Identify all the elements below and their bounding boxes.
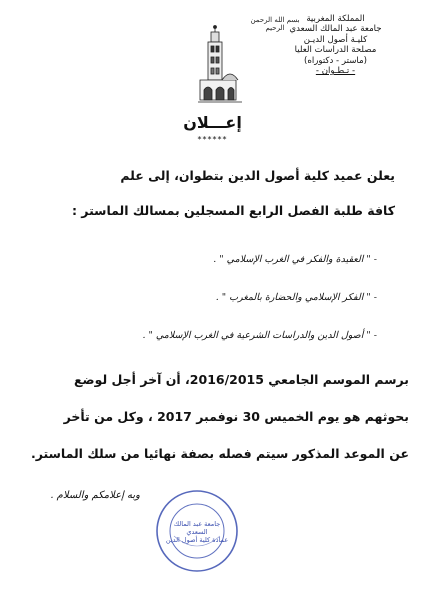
header-line: - تـطـوان - [315,66,356,77]
stamp-outer-text: جامعة عبد المالك السعدي [173,520,221,536]
program-item: - " أصول الدين والدراسات الشرعية في الغرب الإسلامي " . [142,330,377,341]
body-line: بحوثهم هو يوم الخميس 30 نوفمبر 2017 ، وكل من تأخر [63,409,409,424]
announcement-title: إعـــلان [183,113,242,132]
basmala: بسم الله الرحمن الرحيم [250,16,300,32]
body-line: برسم الموسم الجامعي 2016/2015، أن آخر أجل لوضع [74,372,409,387]
stamp-text [164,520,230,544]
stamp-inner-text: عمادة كلية أصول الدين [165,536,229,544]
paragraph-line: كافة طلبة الفصل الرابع المسجلين بمسالك الماستر : [71,203,395,218]
program-item: - " العقيدة والفكر في الغرب الإسلامي " . [213,254,377,265]
title-decoration: ****** [197,135,228,144]
header-line: كليـة أصول الديـن [303,34,368,45]
header-line: مصلحة الدراسات العليا [294,45,377,56]
header-line: (ماستر - دكتوراه) [303,55,368,66]
paragraph-line: يعلن عميد كلية أصول الدين بتطوان، إلى علم [120,168,395,183]
program-item: - " الفكر الإسلامي والحضارة بالمغرب " . [215,292,377,303]
closing-line: وبه إعلامكم والسلام . [50,490,140,501]
header-line: جامعة عبد المالك السعدي [289,24,382,35]
header-line: المملكة المغربية [306,14,365,24]
body-line: عن الموعد المذكور سيتم فصله بصفة نهائيا من سلك الماستر. [31,446,409,461]
mosque-minaret-icon [196,24,244,106]
